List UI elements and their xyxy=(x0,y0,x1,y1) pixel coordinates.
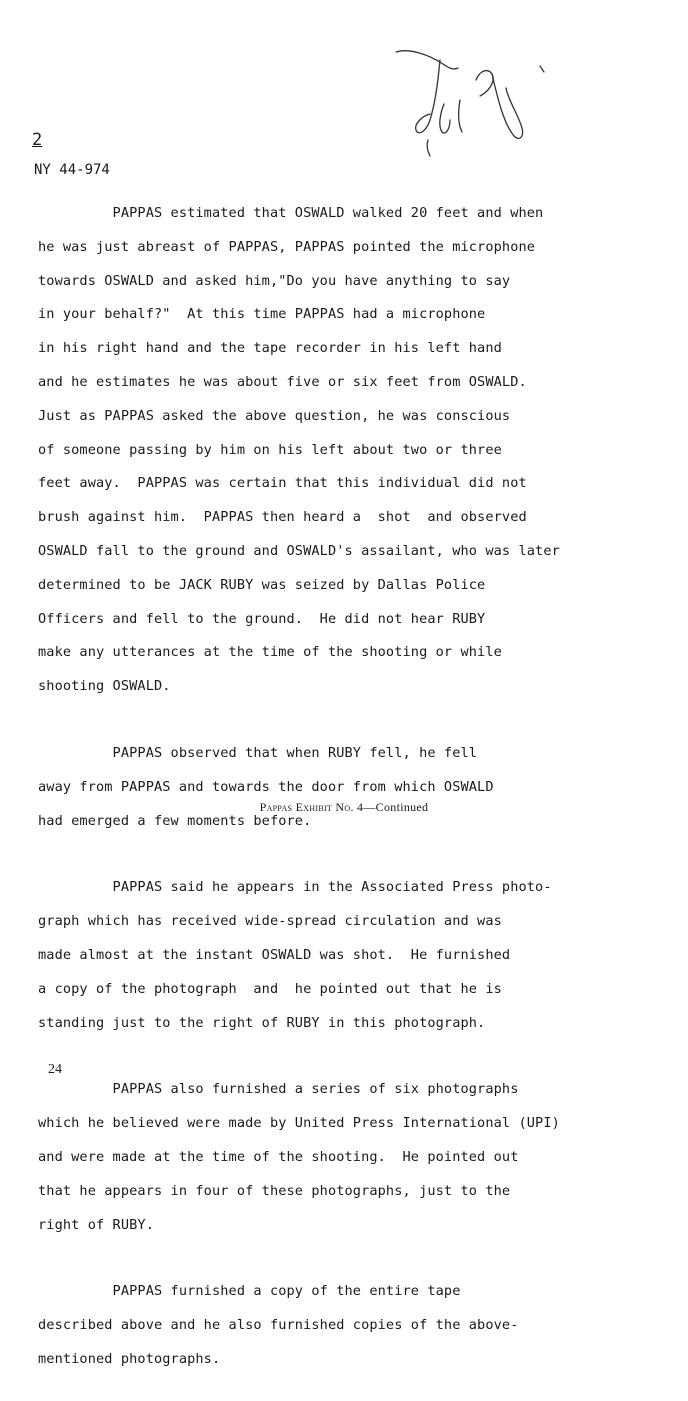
text-line: PAPPAS furnished a copy of the entire tape xyxy=(38,1283,461,1300)
text-line: he was just abreast of PAPPAS, PAPPAS pointed the microphone xyxy=(38,238,536,255)
text-line: of someone passing by him on his left about two or three xyxy=(38,441,502,458)
text-line: made almost at the instant OSWALD was shot. He furnished xyxy=(38,946,511,963)
page-number-bottom: 24 xyxy=(48,1062,62,1077)
text-line: PAPPAS estimated that OSWALD walked 20 feet and when xyxy=(38,204,544,221)
paragraph xyxy=(38,1064,668,1250)
exhibit-continued: —Continued xyxy=(363,800,429,814)
paragraph xyxy=(38,862,668,1048)
text-line: brush against him. PAPPAS then heard a shot and observed xyxy=(38,509,527,526)
text-line: right of RUBY. xyxy=(38,1216,154,1233)
page-number-top: 2 xyxy=(32,130,43,150)
file-number: NY 44-974 xyxy=(34,162,110,178)
text-line: make any utterances at the time of the shooting or while xyxy=(38,644,502,661)
text-line: had emerged a few moments before. xyxy=(38,812,312,829)
text-line: Officers and fell to the ground. He did not hear RUBY xyxy=(38,610,486,627)
text-line: away from PAPPAS and towards the door from which OSWALD xyxy=(38,778,494,795)
exhibit-label: Pappas Exhibit No. 4 xyxy=(259,800,364,814)
text-line: PAPPAS observed that when RUBY fell, he fell xyxy=(38,745,478,761)
paragraph xyxy=(38,728,668,846)
paragraph xyxy=(38,188,668,712)
exhibit-caption xyxy=(0,800,688,815)
text-line: feet away. PAPPAS was certain that this individual did not xyxy=(38,475,527,492)
text-line: in his right hand and the tape recorder in his left hand xyxy=(38,340,502,357)
body-text xyxy=(38,188,668,1401)
text-line: standing just to the right of RUBY in this photograph. xyxy=(38,1014,486,1031)
text-line: and he estimates he was about five or six feet from OSWALD. xyxy=(38,373,527,390)
text-line: a copy of the photograph and he pointed out that he is xyxy=(38,980,502,997)
text-line: shooting OSWALD. xyxy=(38,678,171,695)
text-line: PAPPAS also furnished a series of six photographs xyxy=(38,1081,519,1098)
text-line: in your behalf?" At this time PAPPAS had a microphone xyxy=(38,306,486,323)
text-line: OSWALD fall to the ground and OSWALD's assailant, who was later xyxy=(38,543,560,560)
handwritten-initials-signature xyxy=(388,40,568,170)
text-line: mentioned photographs. xyxy=(38,1350,221,1367)
text-line: graph which has received wide-spread circulation and was xyxy=(38,913,502,930)
text-line: PAPPAS said he appears in the Associated Press photo- xyxy=(38,879,552,896)
text-line: determined to be JACK RUBY was seized by Dallas Police xyxy=(38,576,486,593)
text-line: towards OSWALD and asked him,"Do you have anything to say xyxy=(38,272,511,289)
text-line: described above and he also furnished copies of the above- xyxy=(38,1317,519,1334)
text-line: which he believed were made by United Press International (UPI) xyxy=(38,1115,560,1132)
text-line: Just as PAPPAS asked the above question, he was conscious xyxy=(38,407,511,424)
paragraph xyxy=(38,1266,668,1384)
text-line: and were made at the time of the shooting. He pointed out xyxy=(38,1148,519,1165)
text-line: that he appears in four of these photographs, just to the xyxy=(38,1182,511,1199)
